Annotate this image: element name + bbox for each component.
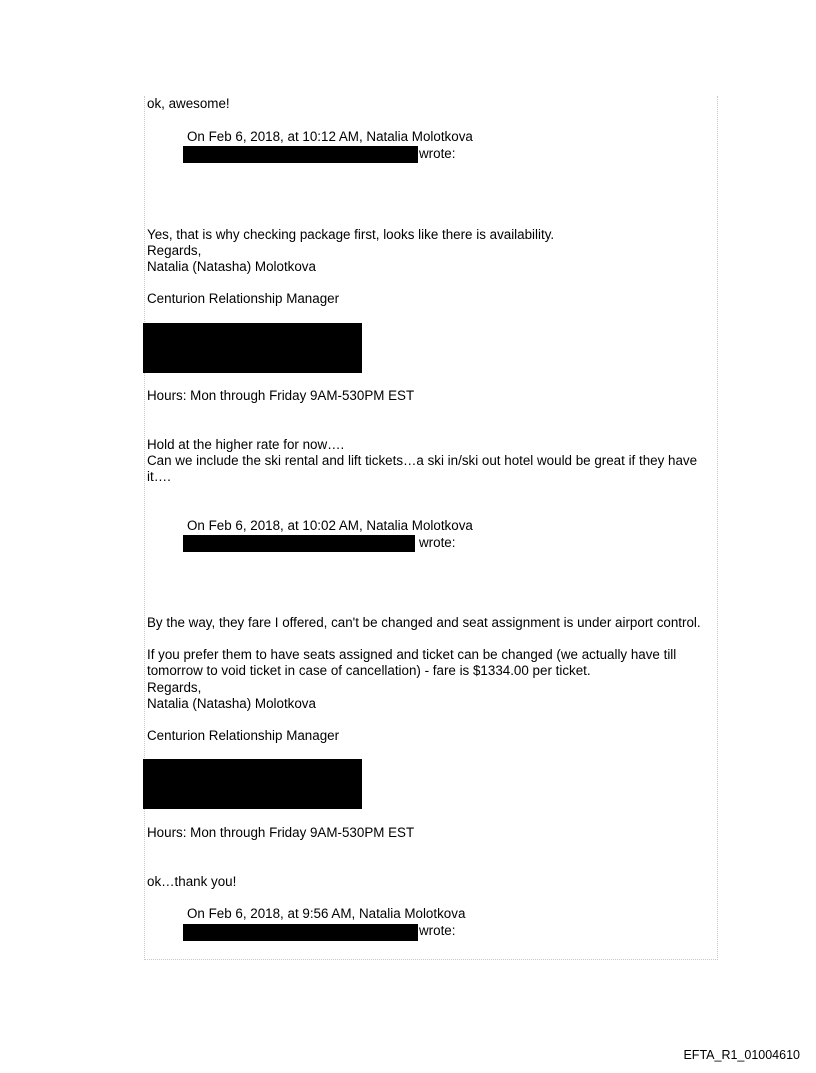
redacted-signature-block [143,759,362,809]
reply-hold-rate: Hold at the higher rate for now…. [147,437,345,452]
signature-name: Natalia (Natasha) Molotkova [147,696,316,711]
redacted-email-address [183,924,418,941]
quote-header-wrote: wrote: [419,146,456,161]
signature-hours: Hours: Mon through Friday 9AM-530PM EST [147,825,415,840]
quote-header-1015: On Feb 6, 2018, at 10:12 AM, Natalia Molotkova [187,129,473,144]
signature-hours: Hours: Mon through Friday 9AM-530PM EST [147,388,415,403]
quote-header-wrote: wrote: [419,923,456,938]
signature-name: Natalia (Natasha) Molotkova [147,259,316,274]
message-fare-option: If you prefer them to have seats assigned and ticket can be changed (we actually have till tomorrow to void ticket in case of cancellation) - fare is $1334.00 per ticket. [147,647,677,679]
document-id: EFTA_R1_01004610 [683,1048,800,1062]
signature-title: Centurion Relationship Manager [147,728,340,743]
redacted-email-address [183,535,415,552]
message-regards: Regards, [147,243,202,258]
quote-header-1002: On Feb 6, 2018, at 10:02 AM, Natalia Molotkova [187,518,473,533]
reply-thank-you: ok…thank you! [147,874,237,889]
reply-ski-request: Can we include the ski rental and lift tickets…a ski in/ski out hotel would be great if they have it…. [147,453,698,485]
reply-awesome: ok, awesome! [147,96,230,111]
message-text: Yes, that is why checking package first, looks like there is availability. [147,227,555,242]
signature-title: Centurion Relationship Manager [147,291,340,306]
redacted-signature-block [143,323,362,373]
message-regards: Regards, [147,680,202,695]
quote-header-0956: On Feb 6, 2018, at 9:56 AM, Natalia Molotkova [187,906,466,921]
message-fare-info: By the way, they fare I offered, can't be changed and seat assignment is under airport control. [147,615,701,630]
redacted-email-address [183,146,418,163]
quote-header-wrote: wrote: [419,535,456,550]
